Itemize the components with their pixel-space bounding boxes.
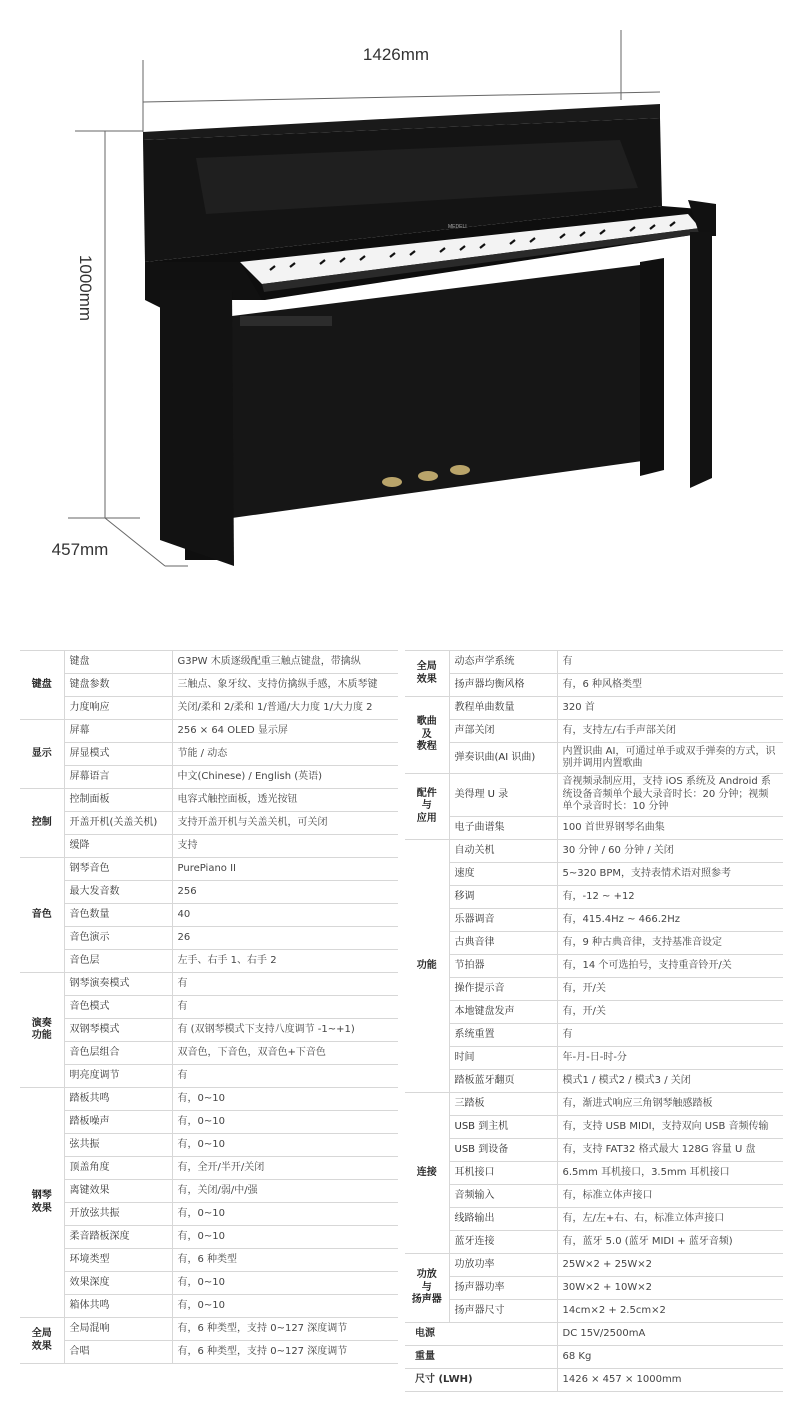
spec-value: 256 <box>172 881 398 904</box>
spec-group-label: 控制 <box>20 789 64 858</box>
spec-name: 合唱 <box>64 1341 172 1364</box>
spec-value: 中文(Chinese) / English (英语) <box>172 766 398 789</box>
spec-name: 屏幕语言 <box>64 766 172 789</box>
spec-name: 钢琴演奏模式 <box>64 973 172 996</box>
spec-table-right <box>405 650 783 1392</box>
spec-name: 环境类型 <box>64 1249 172 1272</box>
spec-row <box>405 1254 783 1277</box>
spec-row <box>405 1116 783 1139</box>
spec-row <box>20 697 398 720</box>
spec-value: 有，6 种类型，支持 0~127 深度调节 <box>172 1341 398 1364</box>
spec-name: 扬声器均衡风格 <box>449 674 557 697</box>
spec-row <box>20 1065 398 1088</box>
spec-value: 14cm×2 + 2.5cm×2 <box>557 1300 783 1323</box>
spec-name: 力度响应 <box>64 697 172 720</box>
spec-row <box>20 1042 398 1065</box>
spec-value: 有 <box>172 996 398 1019</box>
spec-row <box>405 817 783 840</box>
spec-group-label: 显示 <box>20 720 64 789</box>
spec-row <box>20 789 398 812</box>
spec-value: 有，开/关 <box>557 978 783 1001</box>
spec-value: 关闭/柔和 2/柔和 1/普通/大力度 1/大力度 2 <box>172 697 398 720</box>
spec-value: 有，支持 FAT32 格式最大 128G 容量 U 盘 <box>557 1139 783 1162</box>
spec-row <box>20 1134 398 1157</box>
spec-name: 时间 <box>449 1047 557 1070</box>
spec-row <box>405 1047 783 1070</box>
spec-value: 有 <box>172 1065 398 1088</box>
spec-value: DC 15V/2500mA <box>557 1323 783 1346</box>
spec-row <box>405 720 783 743</box>
spec-row <box>20 881 398 904</box>
spec-value: 68 Kg <box>557 1346 783 1369</box>
spec-name: USB 到设备 <box>449 1139 557 1162</box>
spec-name: 开盖开机(关盖关机) <box>64 812 172 835</box>
spec-name: 功放功率 <box>449 1254 557 1277</box>
spec-row <box>405 886 783 909</box>
spec-value: 5~320 BPM，支持表情术语对照参考 <box>557 863 783 886</box>
spec-name: 踏板共鸣 <box>64 1088 172 1111</box>
spec-value: 有，9 种古典音律，支持基准音设定 <box>557 932 783 955</box>
spec-name: 自动关机 <box>449 840 557 863</box>
spec-name: 耳机接口 <box>449 1162 557 1185</box>
spec-value: 有，0~10 <box>172 1295 398 1318</box>
product-image-area <box>0 0 790 620</box>
spec-value: PurePiano II <box>172 858 398 881</box>
spec-value: 有，渐进式响应三角钢琴触感踏板 <box>557 1093 783 1116</box>
spec-row <box>20 651 398 674</box>
spec-row <box>405 1093 783 1116</box>
spec-name: 三踏板 <box>449 1093 557 1116</box>
spec-row <box>405 1208 783 1231</box>
spec-value: G3PW 木质逐级配重三触点键盘，带擒纵 <box>172 651 398 674</box>
spec-value: 有，6 种类型，支持 0~127 深度调节 <box>172 1318 398 1341</box>
spec-name: 速度 <box>449 863 557 886</box>
spec-name: 教程单曲数量 <box>449 697 557 720</box>
spec-name: 弹奏识曲(AI 识曲) <box>449 743 557 774</box>
spec-value: 26 <box>172 927 398 950</box>
spec-row <box>405 840 783 863</box>
spec-value: 内置识曲 AI，可通过单手或双手弹奏的方式，识别并调用内置歌曲 <box>557 743 783 774</box>
spec-name: 弦共振 <box>64 1134 172 1157</box>
spec-row <box>20 674 398 697</box>
spec-row <box>405 651 783 674</box>
spec-row <box>20 1088 398 1111</box>
spec-group-label: 钢琴 效果 <box>20 1088 64 1318</box>
spec-group-label: 歌曲 及 教程 <box>405 697 449 774</box>
spec-name: 最大发音数 <box>64 881 172 904</box>
spec-value: 电容式触控面板，透光按钮 <box>172 789 398 812</box>
spec-row <box>405 955 783 978</box>
spec-value: 三触点、象牙纹、支持仿擒纵手感，木质琴键 <box>172 674 398 697</box>
spec-value: 320 首 <box>557 697 783 720</box>
spec-value: 100 首世界钢琴名曲集 <box>557 817 783 840</box>
spec-value: 有，0~10 <box>172 1226 398 1249</box>
spec-name: 操作提示音 <box>449 978 557 1001</box>
spec-group-label: 功放 与 扬声器 <box>405 1254 449 1323</box>
spec-name: 系统重置 <box>449 1024 557 1047</box>
spec-value: 模式1 / 模式2 / 模式3 / 关闭 <box>557 1070 783 1093</box>
spec-row <box>20 1318 398 1341</box>
spec-row <box>20 950 398 973</box>
spec-value: 左手、右手 1、右手 2 <box>172 950 398 973</box>
spec-row <box>20 858 398 881</box>
spec-value: 有，6 种风格类型 <box>557 674 783 697</box>
spec-name: 蓝牙连接 <box>449 1231 557 1254</box>
height-dimension: 1000mm <box>76 254 95 322</box>
spec-row <box>405 932 783 955</box>
spec-name: 线路输出 <box>449 1208 557 1231</box>
spec-value: 6.5mm 耳机接口，3.5mm 耳机接口 <box>557 1162 783 1185</box>
spec-name: 电子曲谱集 <box>449 817 557 840</box>
spec-name: 音色演示 <box>64 927 172 950</box>
spec-group-label: 功能 <box>405 840 449 1093</box>
spec-row <box>20 973 398 996</box>
spec-value: 有，415.4Hz ~ 466.2Hz <box>557 909 783 932</box>
spec-value: 有 <box>557 1024 783 1047</box>
spec-name: 双钢琴模式 <box>64 1019 172 1042</box>
spec-value: 有，标准立体声接口 <box>557 1185 783 1208</box>
spec-value: 30W×2 + 10W×2 <box>557 1277 783 1300</box>
spec-value: 有，支持左/右手声部关闭 <box>557 720 783 743</box>
spec-row <box>20 743 398 766</box>
spec-row <box>405 674 783 697</box>
spec-value: 有，0~10 <box>172 1111 398 1134</box>
spec-name: 屏幕 <box>64 720 172 743</box>
spec-name: 移调 <box>449 886 557 909</box>
spec-value: 有，关闭/弱/中/强 <box>172 1180 398 1203</box>
spec-row <box>405 697 783 720</box>
spec-name: 古典音律 <box>449 932 557 955</box>
spec-name: 音频输入 <box>449 1185 557 1208</box>
spec-row <box>20 720 398 743</box>
spec-name: 柔音踏板深度 <box>64 1226 172 1249</box>
spec-value: 双音色，下音色，双音色+下音色 <box>172 1042 398 1065</box>
spec-value: 支持开盖开机与关盖关机，可关闭 <box>172 812 398 835</box>
spec-name: 动态声学系统 <box>449 651 557 674</box>
spec-row <box>20 1157 398 1180</box>
spec-name: 扬声器功率 <box>449 1277 557 1300</box>
spec-row <box>20 812 398 835</box>
spec-value: 音视频录制应用，支持 iOS 系统及 Android 系统设备音频单个最大录音时长：20 分钟；视频单个录音时长：10 分钟 <box>557 774 783 817</box>
spec-value: 支持 <box>172 835 398 858</box>
spec-row <box>405 774 783 817</box>
spec-row <box>405 743 783 774</box>
spec-name: 音色模式 <box>64 996 172 1019</box>
width-dimension: 1426mm <box>362 45 430 64</box>
spec-value: 有，0~10 <box>172 1088 398 1111</box>
spec-row <box>405 1231 783 1254</box>
spec-row <box>405 1070 783 1093</box>
spec-value: 有，开/关 <box>557 1001 783 1024</box>
spec-name: 键盘参数 <box>64 674 172 697</box>
spec-row <box>405 1162 783 1185</box>
piano-illustration <box>0 0 790 620</box>
spec-row <box>405 1323 783 1346</box>
spec-row <box>405 1300 783 1323</box>
spec-value: 有，0~10 <box>172 1134 398 1157</box>
spec-name: USB 到主机 <box>449 1116 557 1139</box>
spec-name: 键盘 <box>64 651 172 674</box>
spec-value: 1426 × 457 × 1000mm <box>557 1369 783 1392</box>
spec-row <box>20 1341 398 1364</box>
spec-value: 有，全开/半开/关闭 <box>172 1157 398 1180</box>
spec-row <box>405 1369 783 1392</box>
spec-name: 踏板噪声 <box>64 1111 172 1134</box>
spec-table-left <box>20 650 398 1364</box>
spec-row <box>20 766 398 789</box>
piano-body <box>143 104 716 566</box>
spec-row <box>405 1185 783 1208</box>
spec-name: 本地键盘发声 <box>449 1001 557 1024</box>
spec-name: 顶盖角度 <box>64 1157 172 1180</box>
spec-name: 缓降 <box>64 835 172 858</box>
spec-name: 明亮度调节 <box>64 1065 172 1088</box>
spec-row <box>405 978 783 1001</box>
spec-row <box>20 1111 398 1134</box>
spec-name: 箱体共鸣 <box>64 1295 172 1318</box>
spec-row <box>405 1139 783 1162</box>
spec-name: 钢琴音色 <box>64 858 172 881</box>
spec-group-label: 音色 <box>20 858 64 973</box>
spec-name: 节拍器 <box>449 955 557 978</box>
spec-name: 离键效果 <box>64 1180 172 1203</box>
spec-row <box>20 1019 398 1042</box>
spec-value: 节能 / 动态 <box>172 743 398 766</box>
spec-name: 开放弦共振 <box>64 1203 172 1226</box>
spec-value: 有，6 种类型 <box>172 1249 398 1272</box>
spec-value: 年-月-日-时-分 <box>557 1047 783 1070</box>
spec-name: 乐器调音 <box>449 909 557 932</box>
spec-name: 音色层 <box>64 950 172 973</box>
spec-group-label: 全局 效果 <box>20 1318 64 1364</box>
spec-group-label: 配件 与 应用 <box>405 774 449 840</box>
spec-value: 有 <box>172 973 398 996</box>
spec-row <box>20 835 398 858</box>
spec-value: 有 <box>557 651 783 674</box>
spec-name: 美得理 U 录 <box>449 774 557 817</box>
spec-name: 音色数量 <box>64 904 172 927</box>
spec-group-label: 连接 <box>405 1093 449 1254</box>
spec-row <box>20 904 398 927</box>
spec-row <box>405 1001 783 1024</box>
spec-name: 电源 <box>405 1323 557 1346</box>
spec-row <box>20 996 398 1019</box>
spec-name: 全局混响 <box>64 1318 172 1341</box>
depth-dimension: 457mm <box>51 540 109 559</box>
spec-name: 扬声器尺寸 <box>449 1300 557 1323</box>
spec-row <box>405 909 783 932</box>
spec-value: 有，14 个可选拍号，支持重音铃开/关 <box>557 955 783 978</box>
spec-row <box>20 1295 398 1318</box>
spec-row <box>20 1226 398 1249</box>
spec-group-label: 演奏 功能 <box>20 973 64 1088</box>
spec-name: 尺寸 (LWH) <box>405 1369 557 1392</box>
spec-row <box>20 1272 398 1295</box>
spec-name: 屏显模式 <box>64 743 172 766</box>
spec-value: 有 (双钢琴模式下支持八度调节 -1~+1) <box>172 1019 398 1042</box>
spec-value: 40 <box>172 904 398 927</box>
spec-row <box>20 1180 398 1203</box>
spec-name: 音色层组合 <box>64 1042 172 1065</box>
spec-row <box>20 927 398 950</box>
spec-value: 有，支持 USB MIDI，支持双向 USB 音频传输 <box>557 1116 783 1139</box>
spec-value: 25W×2 + 25W×2 <box>557 1254 783 1277</box>
spec-name: 控制面板 <box>64 789 172 812</box>
spec-row <box>405 1346 783 1369</box>
spec-group-label: 全局 效果 <box>405 651 449 697</box>
brand-logo: MEDELI <box>448 224 467 230</box>
spec-name: 踏板蓝牙翻页 <box>449 1070 557 1093</box>
spec-row <box>405 1277 783 1300</box>
spec-value: 30 分钟 / 60 分钟 / 关闭 <box>557 840 783 863</box>
spec-value: 有，蓝牙 5.0 (蓝牙 MIDI + 蓝牙音频) <box>557 1231 783 1254</box>
spec-value: 有，-12 ~ +12 <box>557 886 783 909</box>
spec-row <box>405 863 783 886</box>
spec-value: 有，0~10 <box>172 1203 398 1226</box>
spec-value: 有，0~10 <box>172 1272 398 1295</box>
spec-row <box>20 1249 398 1272</box>
spec-name: 重量 <box>405 1346 557 1369</box>
spec-name: 效果深度 <box>64 1272 172 1295</box>
spec-value: 有，左/左+右、右，标准立体声接口 <box>557 1208 783 1231</box>
spec-value: 256 × 64 OLED 显示屏 <box>172 720 398 743</box>
spec-group-label: 键盘 <box>20 651 64 720</box>
spec-name: 声部关闭 <box>449 720 557 743</box>
spec-row <box>20 1203 398 1226</box>
spec-row <box>405 1024 783 1047</box>
